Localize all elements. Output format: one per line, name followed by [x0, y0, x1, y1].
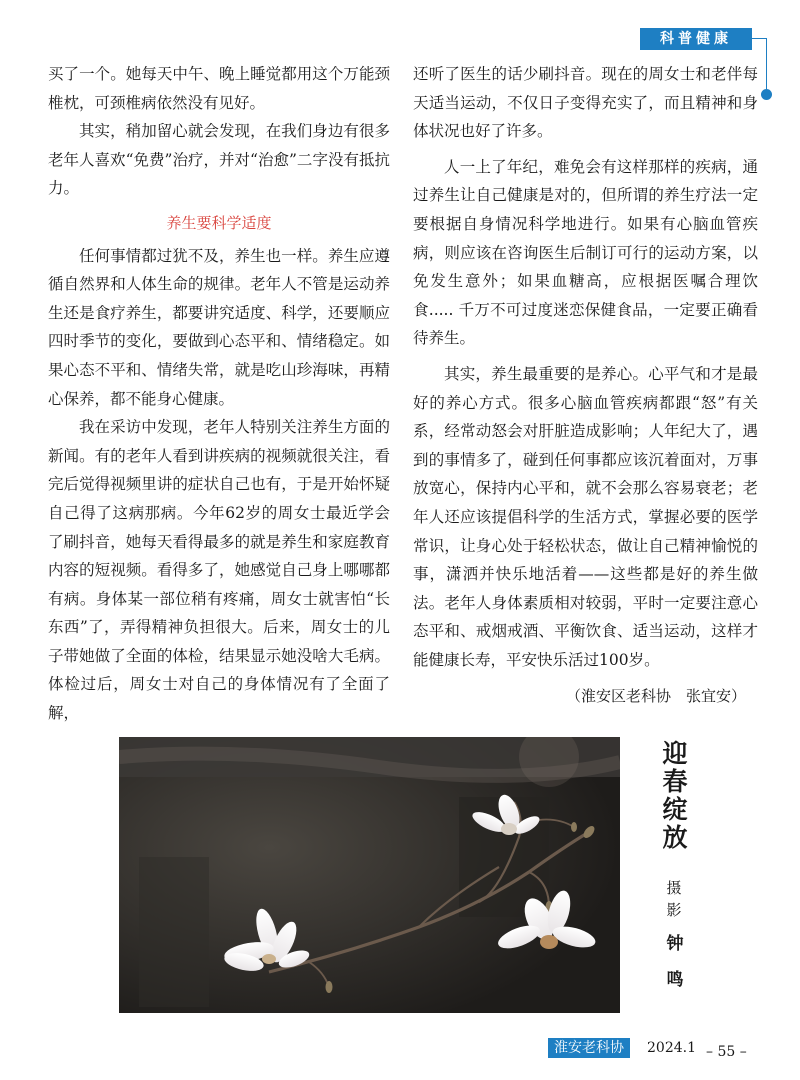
right-column	[413, 60, 758, 711]
issue-number: 2024.1	[647, 1040, 696, 1056]
paragraph: 我在采访中发现，老年人特别关注养生方面的新闻。有的老年人看到讲疾病的视频就很关注，看完后觉得视频里讲的症状自己也有，于是开始怀疑自己得了这病那病。今年62岁的周女士最近学会了刷抖音，她每天看得最多的就是养生和家庭教育内容的短视频。看得多了，她感觉自己身上哪哪都有病。身体某一部位稍有疼痛，周女士就害怕“长东西”了，弄得精神负担很大。后来，周女士的儿子带她做了全面的体检，结果显示她没啥大毛病。体检过后，周女士对自己的身体情况有了全面了解，	[48, 418, 390, 723]
paragraph: 其实，养生最重要的是养心。心平气和才是最好的养心方式。很多心脑血管疾病都跟“怒”有关系，经常动怒会对肝脏造成影响；人年纪大了，遇到的事情多了，碰到任何事都应该沉着面对，万事放宽心，保持内心平和，就不会那么容易衰老；老年人还应该提倡科学的生活方式，掌握必要的医学常识，让身心处于轻松状态，做让自己精神愉悦的事，潇洒并快乐地活着——这些都是好的养生做法。老年人身体素质相对较弱，平时一定要注意心态平和、戒烟戒酒、平衡饮食、适当运动，这样才能健康长寿，平安快乐活过100岁。	[413, 364, 758, 669]
photographer-name: 钟鸣	[666, 934, 684, 990]
header-dot	[761, 89, 772, 100]
header-rule	[752, 38, 766, 39]
header-vertical-rule	[766, 38, 767, 92]
magnolia-photo	[119, 737, 620, 1013]
page-number: – 55 –	[706, 1044, 747, 1060]
left-column	[48, 60, 390, 728]
subheading: 养生要科学适度	[166, 213, 272, 232]
magnolia-illustration	[119, 737, 620, 1013]
paragraph: 人一上了年纪，难免会有这样那样的疾病，通过养生让自己健康是对的，但所谓的养生疗法一定要根据自身情况科学地进行。如果有心脑血管疾病，则应该在咨询医生后制订可行的运动方案，以免发生意外；如果血糖高，应根据医嘱合理饮食..... 千万不可过度迷恋保健食品，一定要正确看待养生。	[413, 157, 758, 348]
section-tag: 科普健康	[640, 28, 752, 50]
publication-name: 淮安老科协	[548, 1038, 630, 1058]
paragraph: 其实，稍加留心就会发现，在我们身边有很多老年人喜欢“免费”治疗，并对“治愈”二字没有抵抗力。	[48, 122, 390, 198]
paragraph: 买了一个。她每天中午、晚上睡觉都用这个万能颈椎枕，可颈椎病依然没有见好。	[48, 65, 390, 112]
paragraph: 还听了医生的话少刷抖音。现在的周女士和老伴每天适当运动，不仅日子变得充实了，而且精神和身体状况也好了许多。	[413, 65, 758, 141]
photo-title: 迎春绽放	[662, 739, 688, 852]
byline: （淮安区老科协 张宜安）	[565, 687, 746, 706]
photo-credit-label: 摄影	[666, 879, 682, 919]
paragraph: 任何事情都过犹不及，养生也一样。养生应遵循自然界和人体生命的规律。老年人不管是运动养生还是食疗养生，都要讲究适度、科学，还要顺应四时季节的变化，要做到心态平和、情绪稳定。如果心态不平和、情绪失常，就是吃山珍海味，再精心保养，都不能身心健康。	[48, 246, 390, 408]
